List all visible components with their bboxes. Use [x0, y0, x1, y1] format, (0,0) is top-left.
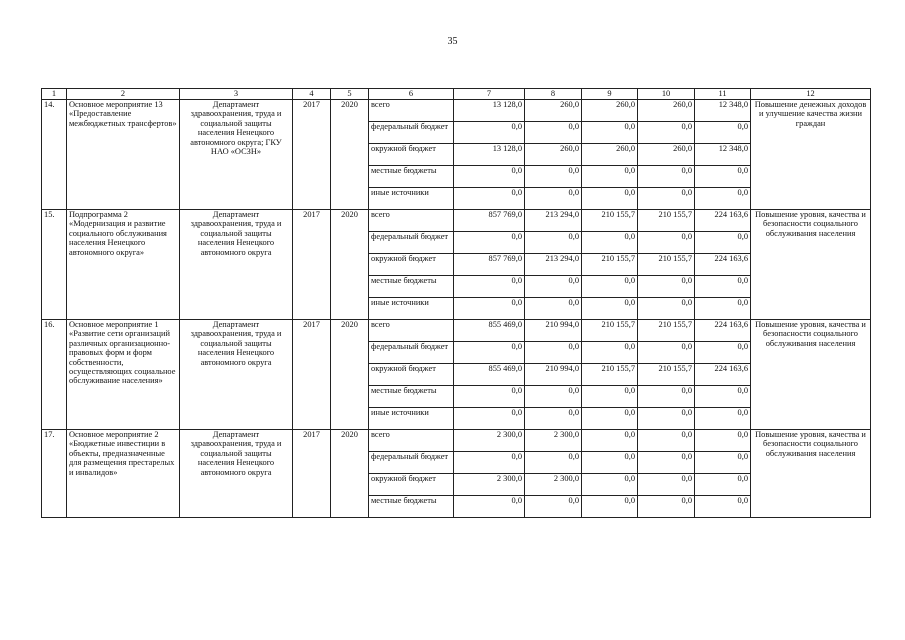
- amount-cell: 0,0: [525, 276, 582, 298]
- table-body: [42, 100, 871, 518]
- amount-cell: 0,0: [582, 122, 638, 144]
- amount-cell: 0,0: [525, 452, 582, 474]
- funding-source: федеральный бюджет: [369, 452, 454, 474]
- amount-cell: 213 294,0: [525, 210, 582, 232]
- page-number: 35: [447, 36, 458, 47]
- amount-cell: 0,0: [695, 386, 751, 408]
- start-year: 2017: [293, 320, 331, 430]
- amount-cell: 0,0: [582, 430, 638, 452]
- amount-cell: 0,0: [454, 452, 525, 474]
- amount-cell: 0,0: [525, 342, 582, 364]
- amount-cell: 0,0: [638, 430, 695, 452]
- amount-cell: 0,0: [638, 342, 695, 364]
- amount-cell: 0,0: [695, 452, 751, 474]
- header-cell: 9: [582, 89, 638, 100]
- amount-cell: 0,0: [638, 386, 695, 408]
- start-year: 2017: [293, 430, 331, 518]
- funding-source: местные бюджеты: [369, 496, 454, 518]
- funding-source: иные источники: [369, 188, 454, 210]
- start-year: 2017: [293, 210, 331, 320]
- amount-cell: 210 155,7: [638, 254, 695, 276]
- amount-cell: 260,0: [525, 144, 582, 166]
- amount-cell: 13 128,0: [454, 144, 525, 166]
- amount-cell: 210 155,7: [582, 254, 638, 276]
- amount-cell: 0,0: [454, 408, 525, 430]
- measure-name: Основное мероприятие 13 «Предоставление межбюджетных трансфертов»: [67, 100, 180, 210]
- amount-cell: 13 128,0: [454, 100, 525, 122]
- funding-source: местные бюджеты: [369, 386, 454, 408]
- header-cell: 6: [369, 89, 454, 100]
- funding-source: всего: [369, 320, 454, 342]
- amount-cell: 224 163,6: [695, 320, 751, 342]
- amount-cell: 210 155,7: [638, 320, 695, 342]
- amount-cell: 0,0: [454, 166, 525, 188]
- header-cell: 8: [525, 89, 582, 100]
- responsible-department: Департамент здравоохранения, труда и социальной защиты населения Ненецкого автономного округа: [180, 320, 293, 430]
- end-year: 2020: [331, 430, 369, 518]
- amount-cell: 0,0: [525, 408, 582, 430]
- header-cell: 4: [293, 89, 331, 100]
- amount-cell: 0,0: [454, 122, 525, 144]
- amount-cell: 260,0: [582, 100, 638, 122]
- amount-cell: 213 294,0: [525, 254, 582, 276]
- expected-result: Повышение уровня, качества и безопасности социального обслуживания населения: [751, 320, 871, 430]
- amount-cell: 0,0: [695, 122, 751, 144]
- header-row: [42, 89, 871, 100]
- funding-source: окружной бюджет: [369, 364, 454, 386]
- amount-cell: 857 769,0: [454, 210, 525, 232]
- amount-cell: 210 994,0: [525, 364, 582, 386]
- amount-cell: 0,0: [582, 276, 638, 298]
- amount-cell: 0,0: [695, 298, 751, 320]
- amount-cell: 0,0: [582, 166, 638, 188]
- amount-cell: 0,0: [638, 496, 695, 518]
- amount-cell: 0,0: [525, 166, 582, 188]
- amount-cell: 0,0: [525, 232, 582, 254]
- row-number: 15.: [42, 210, 67, 320]
- amount-cell: 260,0: [638, 144, 695, 166]
- funding-source: местные бюджеты: [369, 276, 454, 298]
- amount-cell: 0,0: [638, 276, 695, 298]
- amount-cell: 0,0: [638, 122, 695, 144]
- funding-source: всего: [369, 210, 454, 232]
- header-cell: 10: [638, 89, 695, 100]
- amount-cell: 260,0: [582, 144, 638, 166]
- funding-source: иные источники: [369, 408, 454, 430]
- amount-cell: 0,0: [695, 474, 751, 496]
- table-row: [42, 320, 871, 342]
- amount-cell: 224 163,6: [695, 210, 751, 232]
- amount-cell: 224 163,6: [695, 364, 751, 386]
- amount-cell: 0,0: [695, 166, 751, 188]
- table-row: [42, 430, 871, 452]
- amount-cell: 210 155,7: [582, 364, 638, 386]
- amount-cell: 0,0: [582, 386, 638, 408]
- table-row: [42, 100, 871, 122]
- amount-cell: 0,0: [582, 452, 638, 474]
- amount-cell: 855 469,0: [454, 320, 525, 342]
- end-year: 2020: [331, 320, 369, 430]
- amount-cell: 0,0: [525, 386, 582, 408]
- amount-cell: 0,0: [582, 408, 638, 430]
- amount-cell: 0,0: [695, 430, 751, 452]
- funding-source: иные источники: [369, 298, 454, 320]
- funding-source: окружной бюджет: [369, 474, 454, 496]
- header-cell: 5: [331, 89, 369, 100]
- amount-cell: 0,0: [454, 342, 525, 364]
- table-row: [42, 210, 871, 232]
- amount-cell: 2 300,0: [454, 430, 525, 452]
- expected-result: Повышение уровня, качества и безопасности социального обслуживания населения: [751, 210, 871, 320]
- expected-result: Повышение денежных доходов и улучшение качества жизни граждан: [751, 100, 871, 210]
- amount-cell: 0,0: [454, 188, 525, 210]
- amount-cell: 0,0: [638, 232, 695, 254]
- amount-cell: 0,0: [525, 188, 582, 210]
- budget-table: [41, 88, 871, 518]
- amount-cell: 0,0: [695, 342, 751, 364]
- row-number: 14.: [42, 100, 67, 210]
- expected-result: Повышение уровня, качества и безопасности социального обслуживания населения: [751, 430, 871, 518]
- funding-source: федеральный бюджет: [369, 342, 454, 364]
- amount-cell: 2 300,0: [454, 474, 525, 496]
- responsible-department: Департамент здравоохранения, труда и социальной защиты населения Ненецкого автономного округа: [180, 430, 293, 518]
- amount-cell: 210 155,7: [582, 320, 638, 342]
- responsible-department: Департамент здравоохранения, труда и социальной защиты населения Ненецкого автономного округа; ГКУ НАО «ОСЗН»: [180, 100, 293, 210]
- start-year: 2017: [293, 100, 331, 210]
- amount-cell: 224 163,6: [695, 254, 751, 276]
- amount-cell: 0,0: [582, 474, 638, 496]
- amount-cell: 0,0: [525, 298, 582, 320]
- amount-cell: 210 155,7: [638, 210, 695, 232]
- amount-cell: 12 348,0: [695, 100, 751, 122]
- amount-cell: 0,0: [582, 496, 638, 518]
- funding-source: окружной бюджет: [369, 254, 454, 276]
- amount-cell: 260,0: [638, 100, 695, 122]
- amount-cell: 0,0: [695, 188, 751, 210]
- amount-cell: 0,0: [582, 232, 638, 254]
- amount-cell: 0,0: [454, 232, 525, 254]
- amount-cell: 857 769,0: [454, 254, 525, 276]
- responsible-department: Департамент здравоохранения, труда и социальной защиты населения Ненецкого автономного округа: [180, 210, 293, 320]
- amount-cell: 0,0: [695, 408, 751, 430]
- amount-cell: 210 155,7: [582, 210, 638, 232]
- header-cell: 11: [695, 89, 751, 100]
- amount-cell: 260,0: [525, 100, 582, 122]
- amount-cell: 0,0: [695, 232, 751, 254]
- amount-cell: 0,0: [454, 386, 525, 408]
- amount-cell: 0,0: [638, 408, 695, 430]
- funding-source: федеральный бюджет: [369, 122, 454, 144]
- measure-name: Основное мероприятие 2 «Бюджетные инвестиции в объекты, предназначенные для размещения престарелых и инвалидов»: [67, 430, 180, 518]
- measure-name: Подпрограмма 2 «Модернизация и развитие социального обслуживания населения Ненецкого автономного округа»: [67, 210, 180, 320]
- amount-cell: 0,0: [454, 496, 525, 518]
- amount-cell: 0,0: [525, 496, 582, 518]
- funding-source: окружной бюджет: [369, 144, 454, 166]
- amount-cell: 0,0: [525, 122, 582, 144]
- end-year: 2020: [331, 210, 369, 320]
- amount-cell: 0,0: [582, 298, 638, 320]
- amount-cell: 0,0: [454, 276, 525, 298]
- amount-cell: 0,0: [454, 298, 525, 320]
- amount-cell: 0,0: [582, 188, 638, 210]
- header-cell: 2: [67, 89, 180, 100]
- amount-cell: 0,0: [638, 474, 695, 496]
- amount-cell: 0,0: [638, 188, 695, 210]
- amount-cell: 0,0: [638, 452, 695, 474]
- amount-cell: 210 155,7: [638, 364, 695, 386]
- amount-cell: 0,0: [695, 496, 751, 518]
- amount-cell: 0,0: [638, 298, 695, 320]
- header-cell: 7: [454, 89, 525, 100]
- funding-source: всего: [369, 430, 454, 452]
- header-cell: 3: [180, 89, 293, 100]
- amount-cell: 855 469,0: [454, 364, 525, 386]
- amount-cell: 0,0: [638, 166, 695, 188]
- measure-name: Основное мероприятие 1 «Развитие сети организаций различных организационно-правовых форм и форм собственности, осуществляющих социальное обслуживание населения»: [67, 320, 180, 430]
- row-number: 16.: [42, 320, 67, 430]
- amount-cell: 0,0: [695, 276, 751, 298]
- end-year: 2020: [331, 100, 369, 210]
- funding-source: местные бюджеты: [369, 166, 454, 188]
- row-number: 17.: [42, 430, 67, 518]
- amount-cell: 2 300,0: [525, 474, 582, 496]
- header-cell: 12: [751, 89, 871, 100]
- amount-cell: 210 994,0: [525, 320, 582, 342]
- amount-cell: 2 300,0: [525, 430, 582, 452]
- funding-source: федеральный бюджет: [369, 232, 454, 254]
- amount-cell: 12 348,0: [695, 144, 751, 166]
- funding-source: всего: [369, 100, 454, 122]
- amount-cell: 0,0: [582, 342, 638, 364]
- header-cell: 1: [42, 89, 67, 100]
